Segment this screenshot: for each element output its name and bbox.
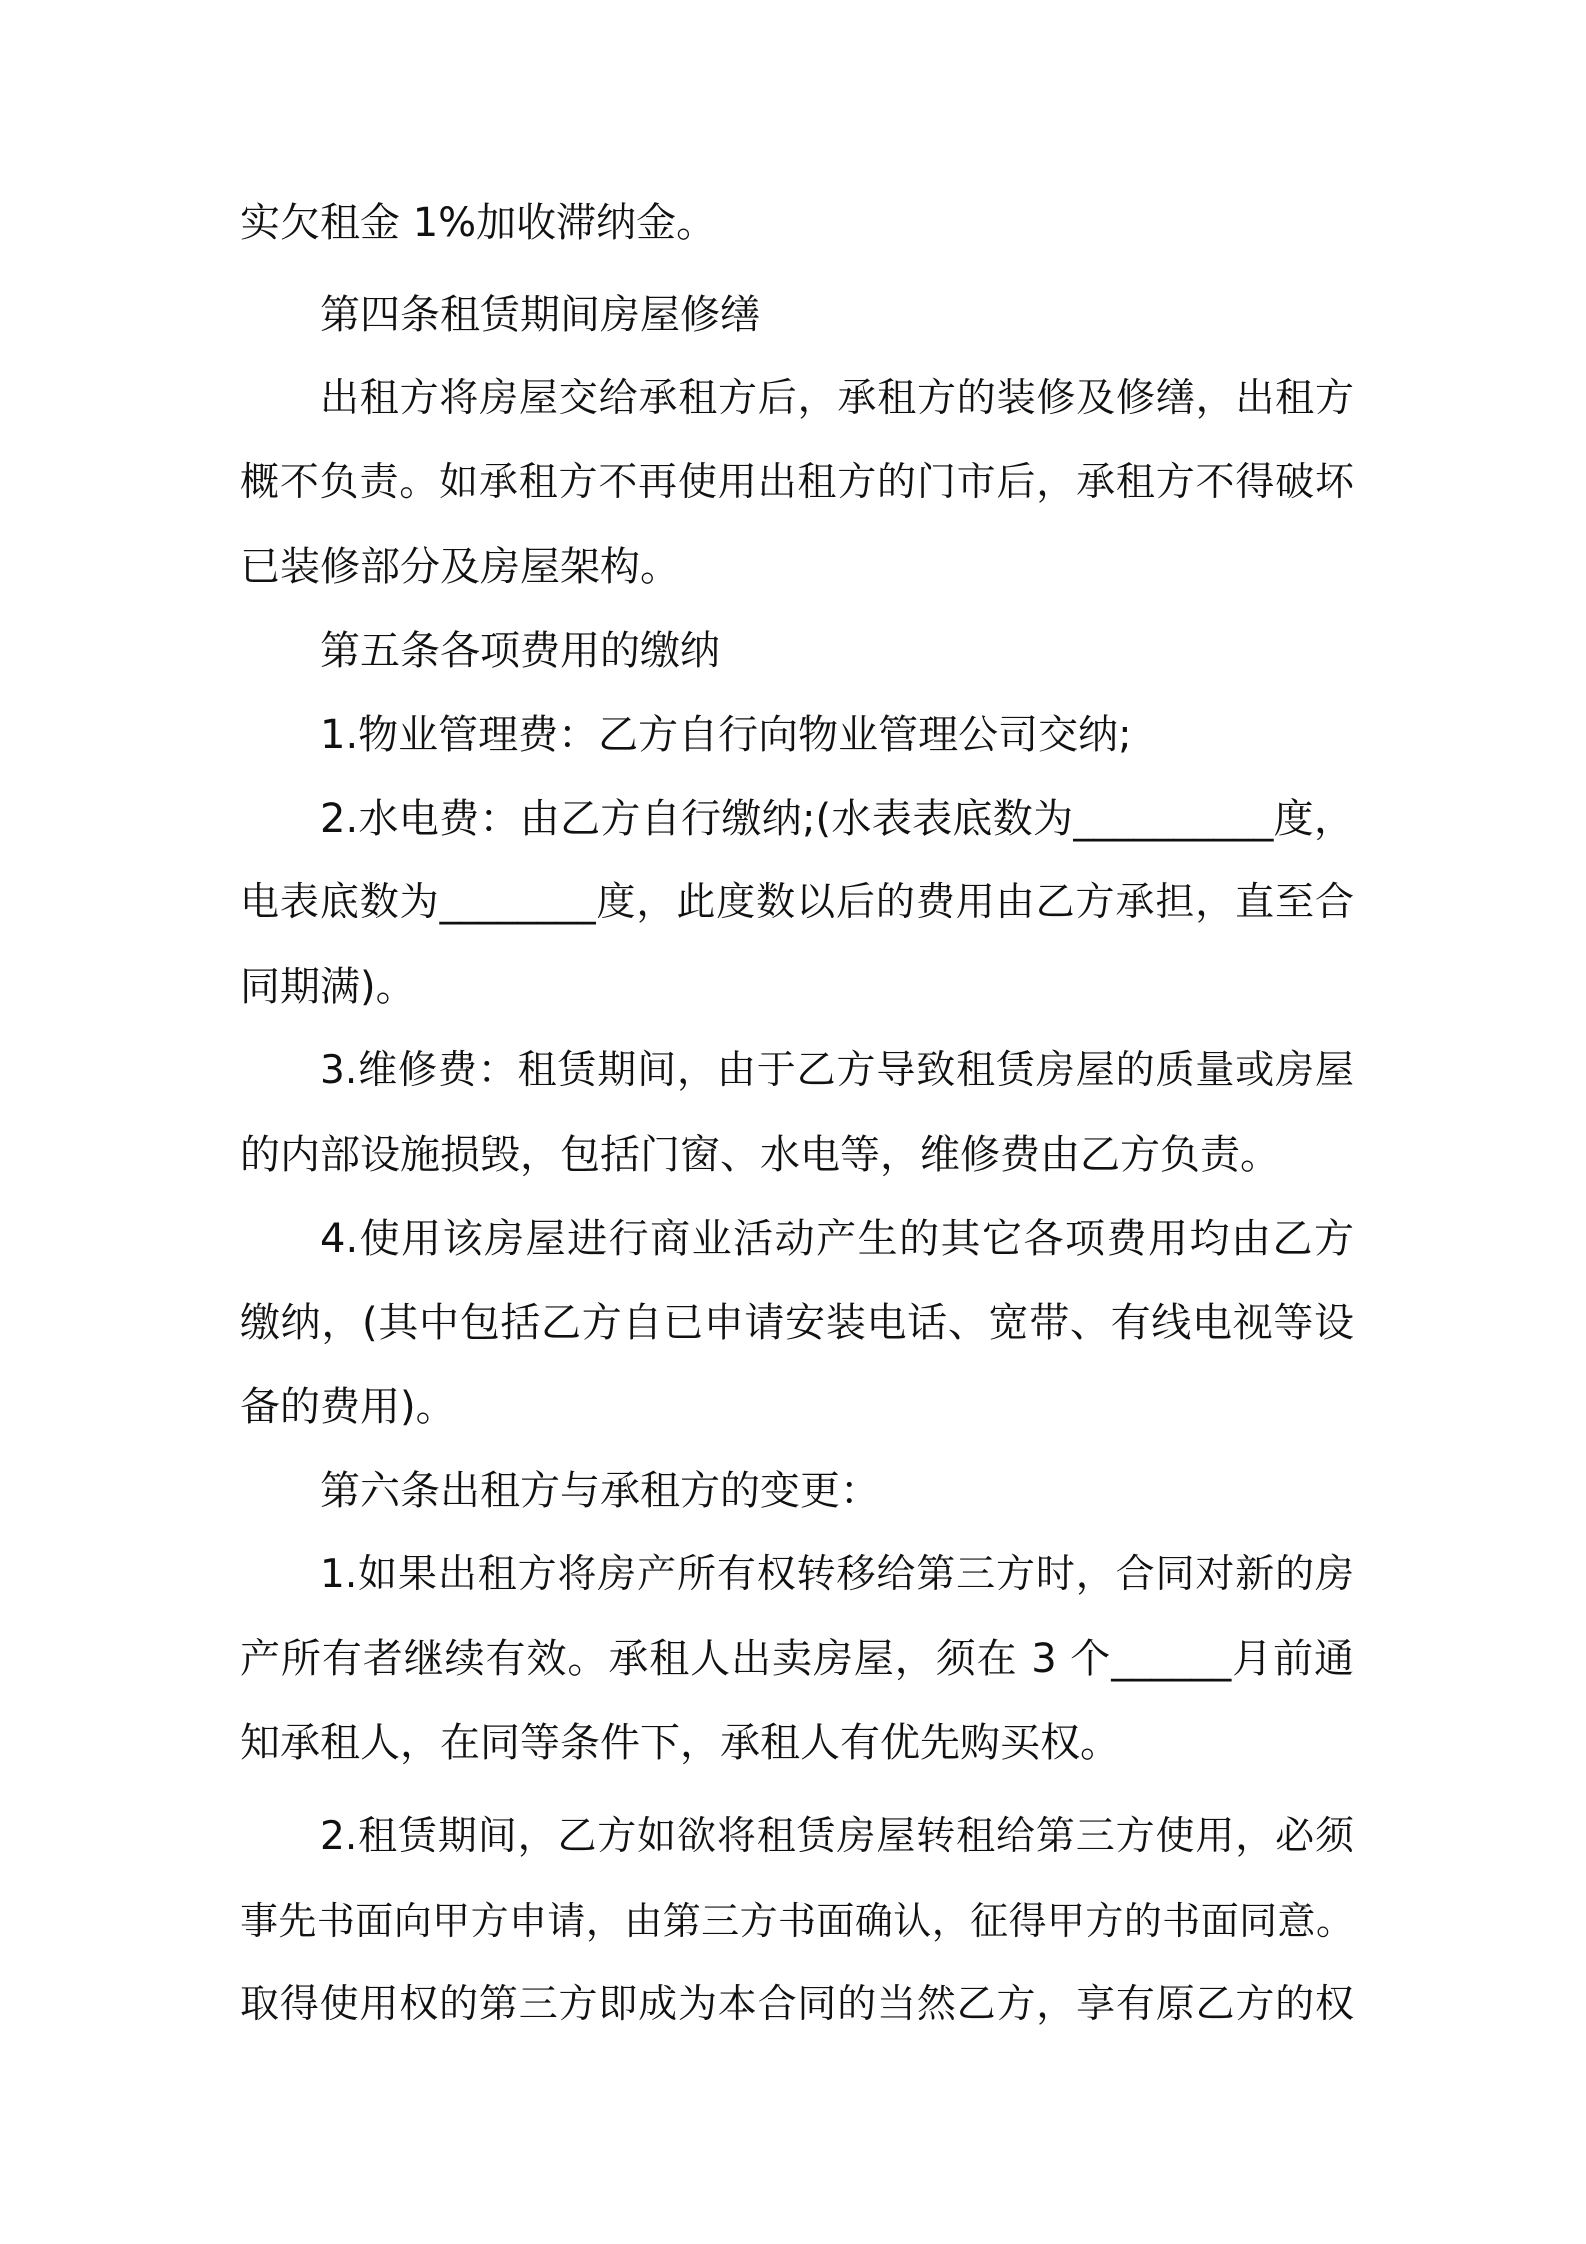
text-line-22: 取得使用权的第三方即成为本合同的当然乙方，享有原乙方的权 <box>240 1982 1354 2027</box>
text-line-7: 1.物业管理费：乙方自行向物业管理公司交纳; <box>320 712 1132 758</box>
section-heading-article-6: 第六条出租方与承租方的变更： <box>320 1468 880 1514</box>
text-line-19: 知承租人，在同等条件下，承租人有优先购买权。 <box>240 1720 1120 1766</box>
text-line-3: 出租方将房屋交给承租方后，承租方的装修及修缮，出租方 <box>320 376 1354 421</box>
text-line-17: 1.如果出租方将房产所有权转移给第三方时，合同对新的房 <box>320 1552 1354 1597</box>
section-heading-article-5: 第五条各项费用的缴纳 <box>320 628 720 674</box>
text-line-15: 备的费用)。 <box>240 1384 456 1430</box>
text-line-4: 概不负责。如承租方不再使用出租方的门市后，承租方不得破坏 <box>240 460 1354 505</box>
text-line-9: 电表底数为________度，此度数以后的费用由乙方承担，直至合 <box>240 880 1354 925</box>
text-line-12: 的内部设施损毁，包括门窗、水电等，维修费由乙方负责。 <box>240 1132 1280 1178</box>
text-line-21: 事先书面向甲方申请，由第三方书面确认，征得甲方的书面同意。 <box>240 1899 1354 1943</box>
text-line-20: 2.租赁期间，乙方如欲将租赁房屋转租给第三方使用，必须 <box>320 1814 1354 1859</box>
text-line-5: 已装修部分及房屋架构。 <box>240 544 680 590</box>
text-line-1: 实欠租金 1%加收滞纳金。 <box>240 200 717 246</box>
text-line-8: 2.水电费：由乙方自行缴纳;(水表表底数为__________度， <box>320 796 1354 842</box>
text-line-13: 4.使用该房屋进行商业活动产生的其它各项费用均由乙方 <box>320 1216 1354 1262</box>
text-line-18: 产所有者继续有效。承租人出卖房屋，须在 3 个______月前通 <box>240 1636 1354 1682</box>
text-line-11: 3.维修费：租赁期间，由于乙方导致租赁房屋的质量或房屋 <box>320 1048 1354 1093</box>
section-heading-article-4: 第四条租赁期间房屋修缮 <box>320 292 760 338</box>
text-line-10: 同期满)。 <box>240 964 416 1010</box>
text-line-14: 缴纳，(其中包括乙方自已申请安装电话、宽带、有线电视等设 <box>240 1300 1354 1346</box>
